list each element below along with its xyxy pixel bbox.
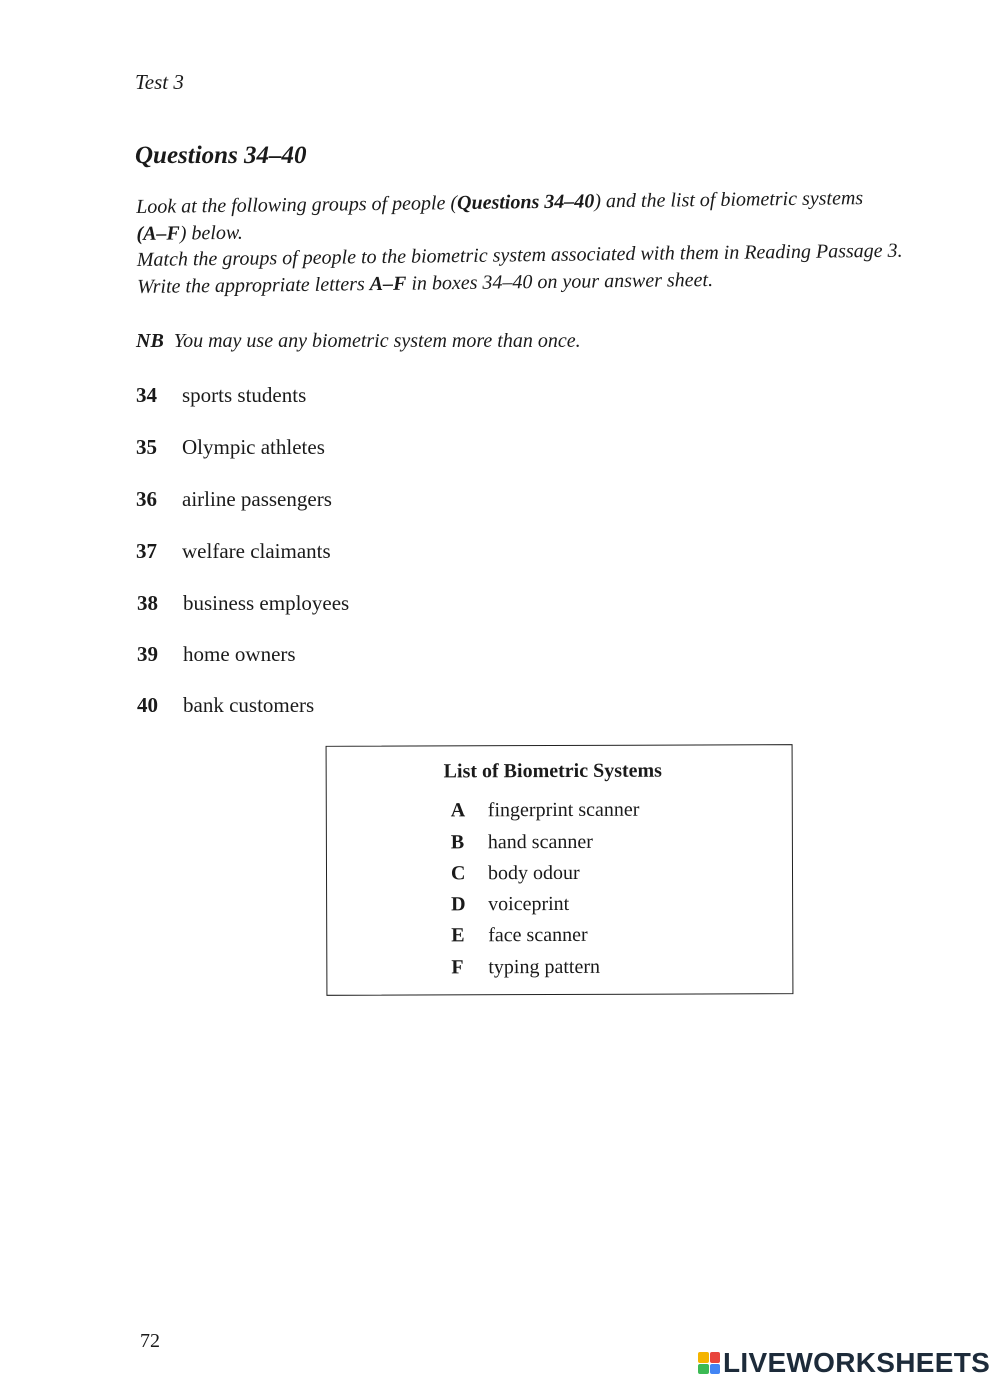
instruction-line-3: Match the groups of people to the biometric system associated with them in Reading Passage 3.: [136, 239, 903, 271]
instruction-bold-letters: A–F: [369, 272, 407, 295]
option-letter: A: [450, 799, 466, 822]
question-item: [136, 487, 332, 512]
question-number: 40: [137, 693, 158, 717]
question-text: business employees: [183, 591, 350, 615]
question-text: airline passengers: [182, 487, 332, 511]
option-item: [451, 924, 587, 947]
option-text: body odour: [487, 861, 580, 885]
question-item: [136, 435, 325, 460]
question-text: welfare claimants: [182, 539, 331, 563]
option-letter: F: [451, 956, 464, 979]
note-text: You may use any biometric system more than once.: [173, 330, 581, 352]
logo-tile: [698, 1364, 709, 1375]
option-letter: D: [451, 893, 466, 916]
liveworksheets-logo-icon: [698, 1352, 720, 1374]
instruction-bold-range: Questions 34–40: [456, 190, 595, 215]
question-number: 39: [137, 642, 158, 666]
question-number: 34: [136, 383, 157, 407]
question-number: 35: [136, 435, 157, 459]
note-label: NB: [136, 330, 164, 352]
question-text: sports students: [182, 383, 307, 407]
note: [136, 330, 581, 353]
question-number: 37: [136, 539, 157, 563]
instruction-text: Write the appropriate letters: [136, 272, 370, 298]
question-item: [137, 642, 296, 667]
question-item: [136, 539, 331, 564]
option-item: [451, 893, 569, 916]
logo-tile: [710, 1364, 721, 1375]
instruction-bold-letters: (A–F: [136, 221, 180, 245]
brand-name: LIVEWORKSHEETS: [723, 1347, 991, 1378]
option-letter: E: [451, 924, 465, 947]
logo-tile: [710, 1352, 721, 1363]
question-item: [136, 383, 306, 408]
question-text: Olympic athletes: [182, 435, 325, 459]
question-item: [137, 591, 349, 616]
questions-heading: Questions 34–40: [135, 142, 307, 169]
logo-tile: [698, 1352, 709, 1363]
box-title: List of Biometric Systems: [443, 759, 662, 783]
question-item: [137, 693, 314, 718]
option-item: [451, 799, 640, 823]
option-item: [451, 956, 600, 980]
question-text: bank customers: [183, 693, 315, 717]
liveworksheets-watermark: [698, 1349, 990, 1377]
option-letter: B: [450, 831, 465, 854]
running-head: Test 3: [135, 70, 184, 94]
instruction-text: Look at the following groups of people (: [136, 192, 458, 218]
question-number: 36: [136, 487, 157, 511]
option-text: hand scanner: [487, 830, 593, 854]
instructions: [136, 184, 987, 300]
option-text: voiceprint: [488, 892, 570, 916]
option-text: typing pattern: [488, 955, 601, 979]
page-number: 72: [140, 1330, 160, 1352]
option-text: face scanner: [488, 923, 588, 947]
instruction-text: ) and the list of biometric systems: [594, 187, 864, 213]
instruction-text: in boxes 34–40 on your answer sheet.: [406, 268, 714, 295]
option-letter: C: [450, 862, 466, 885]
question-number: 38: [137, 591, 158, 615]
biometric-systems-box: [326, 744, 794, 996]
question-text: home owners: [183, 642, 296, 666]
option-text: fingerprint scanner: [487, 798, 640, 822]
option-item: [451, 831, 593, 854]
option-item: [451, 862, 580, 885]
instruction-text: ) below.: [179, 221, 243, 244]
